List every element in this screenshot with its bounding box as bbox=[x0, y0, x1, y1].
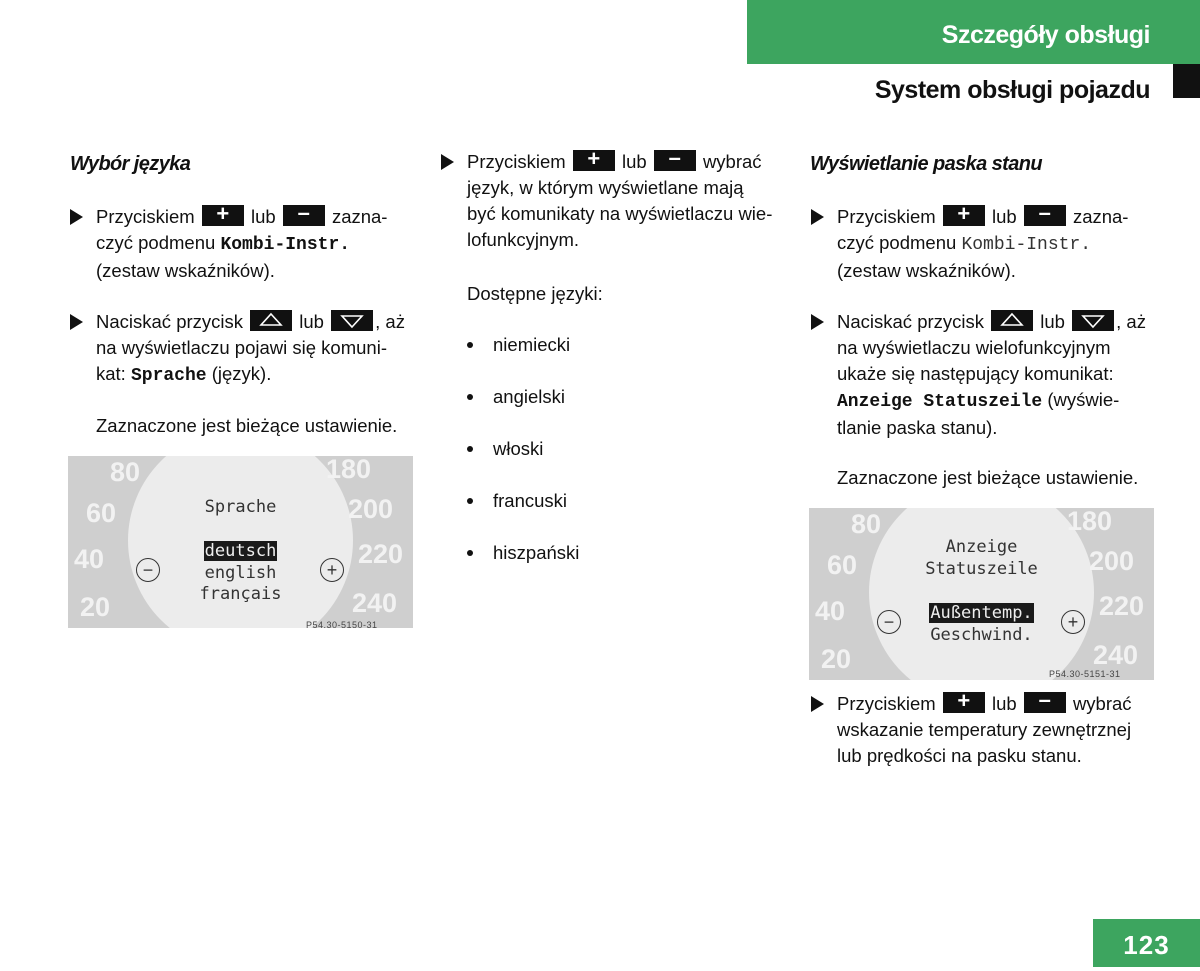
heading-status-bar: Wyświetlanie paska stanu bbox=[810, 153, 1042, 175]
language-name: hiszpański bbox=[493, 542, 580, 563]
step-text: ukaże się następujący komunikat: bbox=[837, 363, 1114, 384]
step-text: być komunikaty na wyświetlaczu wie- bbox=[467, 203, 773, 224]
step-text: wskazanie temperatury zewnętrznej bbox=[837, 719, 1132, 740]
available-languages-label: Dostępne języki: bbox=[467, 283, 603, 304]
bullet-icon bbox=[467, 498, 473, 504]
step-text: wybrać bbox=[1072, 693, 1132, 714]
step-text: czyć podmenu bbox=[837, 232, 962, 253]
bullet-icon bbox=[467, 446, 473, 452]
step-text: lub bbox=[250, 206, 276, 227]
up-key-icon bbox=[250, 310, 292, 331]
cluster-display-status bbox=[809, 508, 1154, 680]
step-text: tlanie paska stanu). bbox=[837, 417, 998, 438]
menu-code: Kombi-Instr. bbox=[220, 235, 351, 255]
step-text: (zestaw wskaźników). bbox=[96, 260, 275, 281]
speed-number: 200 bbox=[348, 494, 394, 524]
minus-key-icon: – bbox=[654, 150, 696, 171]
speed-number: 80 bbox=[110, 457, 141, 487]
step-text: lub bbox=[299, 311, 324, 332]
step-text: lub bbox=[621, 151, 647, 172]
language-name: niemiecki bbox=[493, 334, 571, 355]
display-option: english bbox=[204, 563, 277, 583]
step-text: na wyświetlaczu pojawi się komuni- bbox=[96, 337, 387, 358]
step-text: Przyciskiem bbox=[837, 206, 936, 227]
step-arrow-icon bbox=[811, 209, 824, 225]
display-option: Geschwind. bbox=[930, 625, 1033, 645]
step-text: , aż bbox=[375, 311, 405, 332]
plus-key-icon: + bbox=[943, 692, 985, 713]
step-text: wybrać bbox=[702, 151, 762, 172]
plus-circle-icon: + bbox=[320, 558, 344, 582]
page-subtitle: System obsługi pojazdu bbox=[874, 76, 1150, 104]
selected-option: Außentemp. bbox=[930, 603, 1033, 623]
step-text: Naciskać przycisk bbox=[96, 311, 243, 332]
menu-code: Sprache bbox=[130, 366, 207, 386]
display-title: Anzeige bbox=[945, 537, 1018, 557]
column-language-selection bbox=[0, 0, 440, 967]
step-text: język, w którym wyświetlane mają bbox=[467, 177, 744, 198]
display-option: français bbox=[199, 584, 282, 604]
figure-code: P54.30-5151-31 bbox=[1049, 669, 1121, 679]
down-key-icon bbox=[1072, 310, 1114, 331]
step-text: (zestaw wskaźników). bbox=[837, 260, 1016, 281]
step-arrow-icon bbox=[70, 209, 83, 225]
step-text: lub bbox=[991, 206, 1017, 227]
display-title: Statuszeile bbox=[925, 559, 1038, 579]
step-text: (wyświe- bbox=[1047, 389, 1120, 410]
bullet-icon bbox=[467, 550, 473, 556]
step-text: Przyciskiem bbox=[467, 151, 566, 172]
menu-code: Kombi-Instr. bbox=[961, 235, 1092, 255]
section-title: Szczegóły obsługi bbox=[941, 21, 1150, 49]
figure-code: P54.30-5150-31 bbox=[306, 620, 378, 628]
speed-number: 180 bbox=[326, 456, 372, 484]
plus-key-icon: + bbox=[202, 205, 244, 226]
step-text: zazna- bbox=[1072, 206, 1129, 227]
step-text: (język). bbox=[206, 363, 272, 384]
language-name: włoski bbox=[493, 438, 544, 459]
step-press-arrows bbox=[837, 309, 1177, 441]
menu-code: Anzeige Statuszeile bbox=[837, 392, 1043, 412]
step-text: Przyciskiem bbox=[837, 693, 936, 714]
step-press-arrows bbox=[96, 309, 426, 389]
column-status-bar bbox=[790, 0, 1190, 967]
language-name: angielski bbox=[493, 386, 565, 407]
step-text: lub bbox=[1040, 311, 1065, 332]
step-arrow-icon bbox=[811, 314, 824, 330]
step-text: kat: bbox=[96, 363, 131, 384]
current-setting-note: Zaznaczone jest bieżące ustawienie. bbox=[96, 415, 398, 436]
speed-number: 80 bbox=[851, 509, 882, 539]
step-arrow-icon bbox=[441, 154, 454, 170]
plus-key-icon: + bbox=[943, 205, 985, 226]
current-setting-note: Zaznaczone jest bieżące ustawienie. bbox=[837, 467, 1139, 488]
step-text: na wyświetlaczu wielofunkcyjnym bbox=[837, 337, 1111, 358]
speed-number: 20 bbox=[80, 592, 111, 622]
step-text: lub bbox=[991, 693, 1017, 714]
speed-number: 220 bbox=[1099, 591, 1145, 621]
step-arrow-icon bbox=[70, 314, 83, 330]
speed-number: 240 bbox=[1093, 640, 1139, 670]
plus-key-icon: + bbox=[573, 150, 615, 171]
step-text: lub prędkości na pasku stanu. bbox=[837, 745, 1082, 766]
speed-number: 60 bbox=[86, 498, 117, 528]
selected-option: deutsch bbox=[204, 541, 277, 561]
speed-number: 180 bbox=[1067, 508, 1113, 536]
speed-number: 40 bbox=[815, 596, 846, 626]
speed-number: 220 bbox=[358, 539, 404, 569]
step-text: Naciskać przycisk bbox=[837, 311, 984, 332]
speed-number: 200 bbox=[1089, 546, 1135, 576]
minus-circle-icon: − bbox=[877, 610, 901, 634]
step-choose-status bbox=[837, 687, 1167, 769]
minus-key-icon: – bbox=[283, 205, 325, 226]
cluster-display-language bbox=[68, 456, 413, 628]
minus-key-icon: – bbox=[1024, 205, 1066, 226]
display-title: Sprache bbox=[204, 497, 277, 517]
minus-circle-icon: − bbox=[136, 558, 160, 582]
step-arrow-icon bbox=[811, 696, 824, 712]
language-name: francuski bbox=[493, 490, 568, 511]
up-key-icon bbox=[991, 310, 1033, 331]
language-list bbox=[467, 0, 767, 600]
minus-key-icon: – bbox=[1024, 692, 1066, 713]
speed-number: 240 bbox=[352, 588, 398, 618]
plus-circle-icon: + bbox=[1061, 610, 1085, 634]
speed-number: 20 bbox=[821, 644, 852, 674]
heading-language-selection: Wybór języka bbox=[70, 153, 191, 175]
down-key-icon bbox=[331, 310, 373, 331]
bullet-icon bbox=[467, 394, 473, 400]
step-text: Przyciskiem bbox=[96, 206, 195, 227]
step-select-submenu bbox=[96, 200, 426, 284]
page-number: 123 bbox=[1093, 919, 1200, 967]
step-text: zazna- bbox=[331, 206, 388, 227]
speed-number: 40 bbox=[74, 544, 105, 574]
step-text: czyć podmenu bbox=[96, 232, 221, 253]
bullet-icon bbox=[467, 342, 473, 348]
speed-number: 60 bbox=[827, 550, 858, 580]
step-text: , aż bbox=[1116, 311, 1146, 332]
step-text: lofunkcyjnym. bbox=[467, 229, 580, 250]
step-select-submenu bbox=[837, 200, 1167, 284]
